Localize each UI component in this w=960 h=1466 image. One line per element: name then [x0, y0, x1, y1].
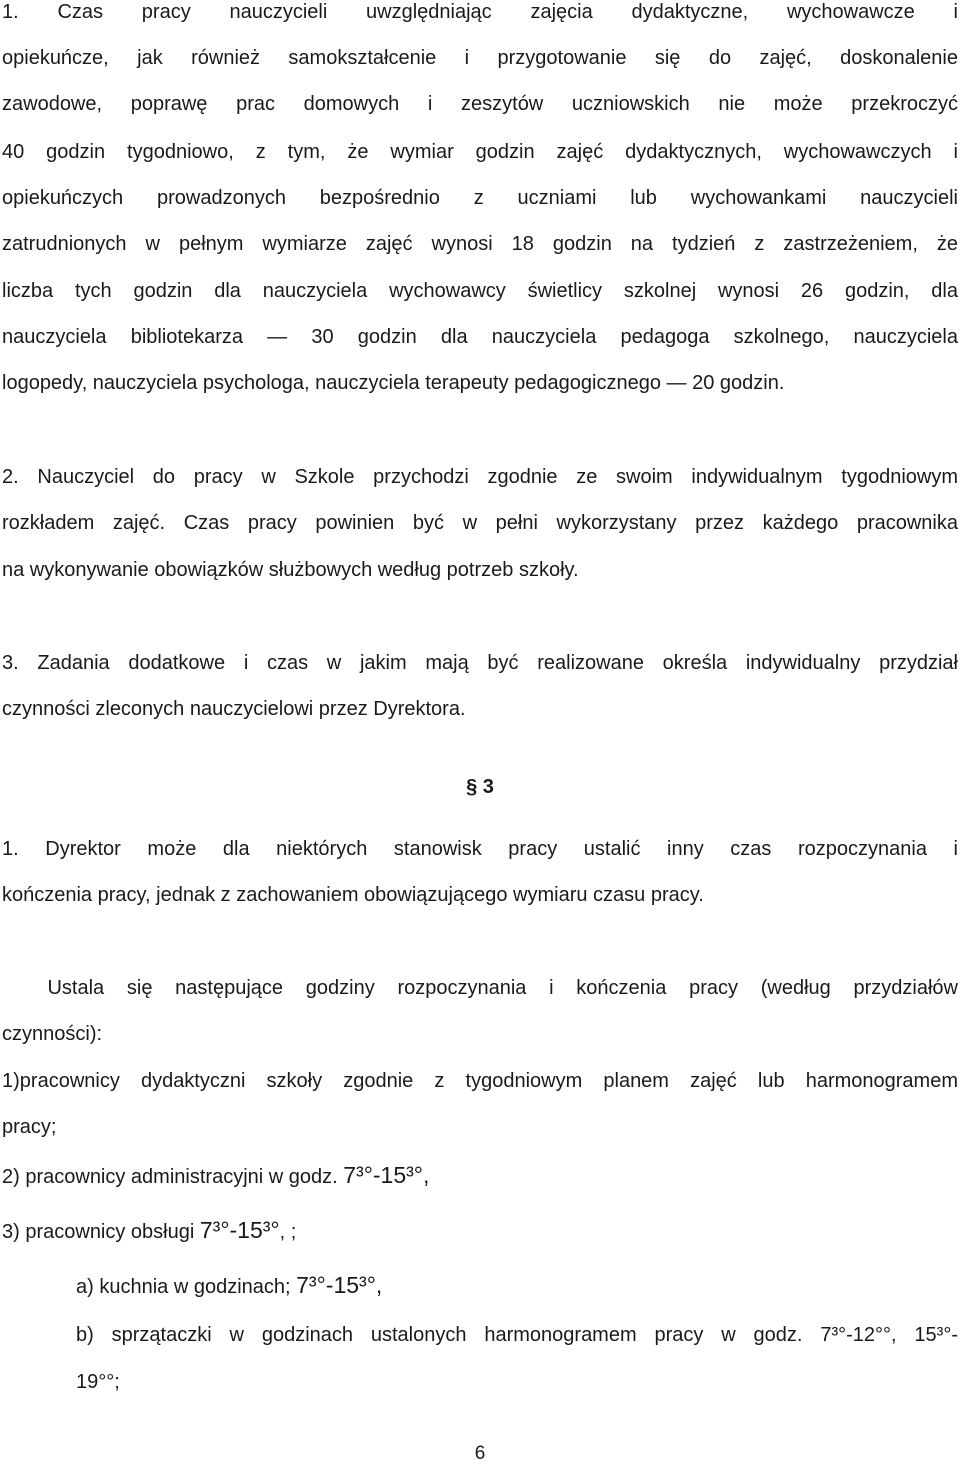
text-line: czynności):	[2, 1023, 103, 1045]
text-line: na wykonywanie obowiązków służbowych według potrzeb szkoły.	[2, 559, 579, 581]
page-number: 6	[474, 1443, 486, 1464]
text-line: zawodowe, poprawę prac domowych i zeszytów uczniowskich nie może przekroczyć	[2, 93, 958, 115]
text-line: rozkładem zajęć. Czas pracy powinien być w pełni wykorzystany przez każdego pracownika	[2, 512, 958, 534]
text-line: 40 godzin tygodniowo, z tym, że wymiar godzin zajęć dydaktycznych, wychowawczych i	[2, 141, 958, 163]
text-line: 19°°;	[76, 1371, 120, 1393]
text-line: 2. Nauczyciel do pracy w Szkole przychodzi zgodnie ze swoim indywidualnym tygodniowym	[2, 466, 958, 488]
item-text: 3) pracownicy obsługi	[2, 1221, 200, 1243]
text-line: kończenia pracy, jednak z zachowaniem obowiązującego wymiaru czasu pracy.	[2, 884, 704, 906]
list-item	[76, 1273, 956, 1299]
list-item	[2, 1218, 958, 1244]
text-line: Ustala się następujące godziny rozpoczynania i kończenia pracy (według przydziałów	[2, 977, 958, 999]
text-line: logopedy, nauczyciela psychologa, nauczyciela terapeuty pedagogicznego — 20 godzin.	[2, 372, 785, 394]
text-line: opiekuńcze, jak również samokształcenie i przygotowanie się do zajęć, doskonalenie	[2, 47, 958, 69]
text-line: zatrudnionych w pełnym wymiarze zajęć wynosi 18 godzin na tydzień z zastrzeżeniem, że	[2, 233, 958, 255]
text-line: opiekuńczych prowadzonych bezpośrednio z uczniami lub wychowankami nauczycieli	[2, 187, 958, 209]
list-item	[2, 1163, 958, 1189]
text-line: 1)pracownicy dydaktyczni szkoły zgodnie z tygodniowym planem zajęć lub harmonogramem	[2, 1070, 958, 1092]
time-range: 7³°-15³°,	[343, 1162, 430, 1188]
text-line: 1. Dyrektor może dla niektórych stanowisk pracy ustalić inny czas rozpoczynania i	[2, 838, 958, 860]
text-line: 3. Zadania dodatkowe i czas w jakim mają być realizowane określa indywidualny przydział	[2, 652, 958, 674]
text-line: pracy;	[2, 1116, 57, 1138]
time-range: 7³°-15³°,	[296, 1272, 383, 1298]
text-line: czynności zleconych nauczycielowi przez Dyrektora.	[2, 698, 466, 720]
item-text: , ;	[279, 1221, 297, 1243]
time-range: 7³°-15³°	[199, 1217, 280, 1243]
text-line: nauczyciela bibliotekarza — 30 godzin dla nauczyciela pedagoga szkolnego, nauczyciela	[2, 326, 958, 348]
item-text: a) kuchnia w godzinach;	[76, 1276, 297, 1298]
text-line: b) sprzątaczki w godzinach ustalonych harmonogramem pracy w godz. 7³°-12°°, 15³°-	[76, 1324, 958, 1346]
section-heading: § 3	[466, 776, 494, 798]
item-text: 2) pracownicy administracyjni w godz.	[2, 1166, 344, 1188]
text-line: 1. Czas pracy nauczycieli uwzględniając zajęcia dydaktyczne, wychowawcze i	[2, 1, 958, 23]
text-line: liczba tych godzin dla nauczyciela wychowawcy świetlicy szkolnej wynosi 26 godzin, dla	[2, 280, 958, 302]
